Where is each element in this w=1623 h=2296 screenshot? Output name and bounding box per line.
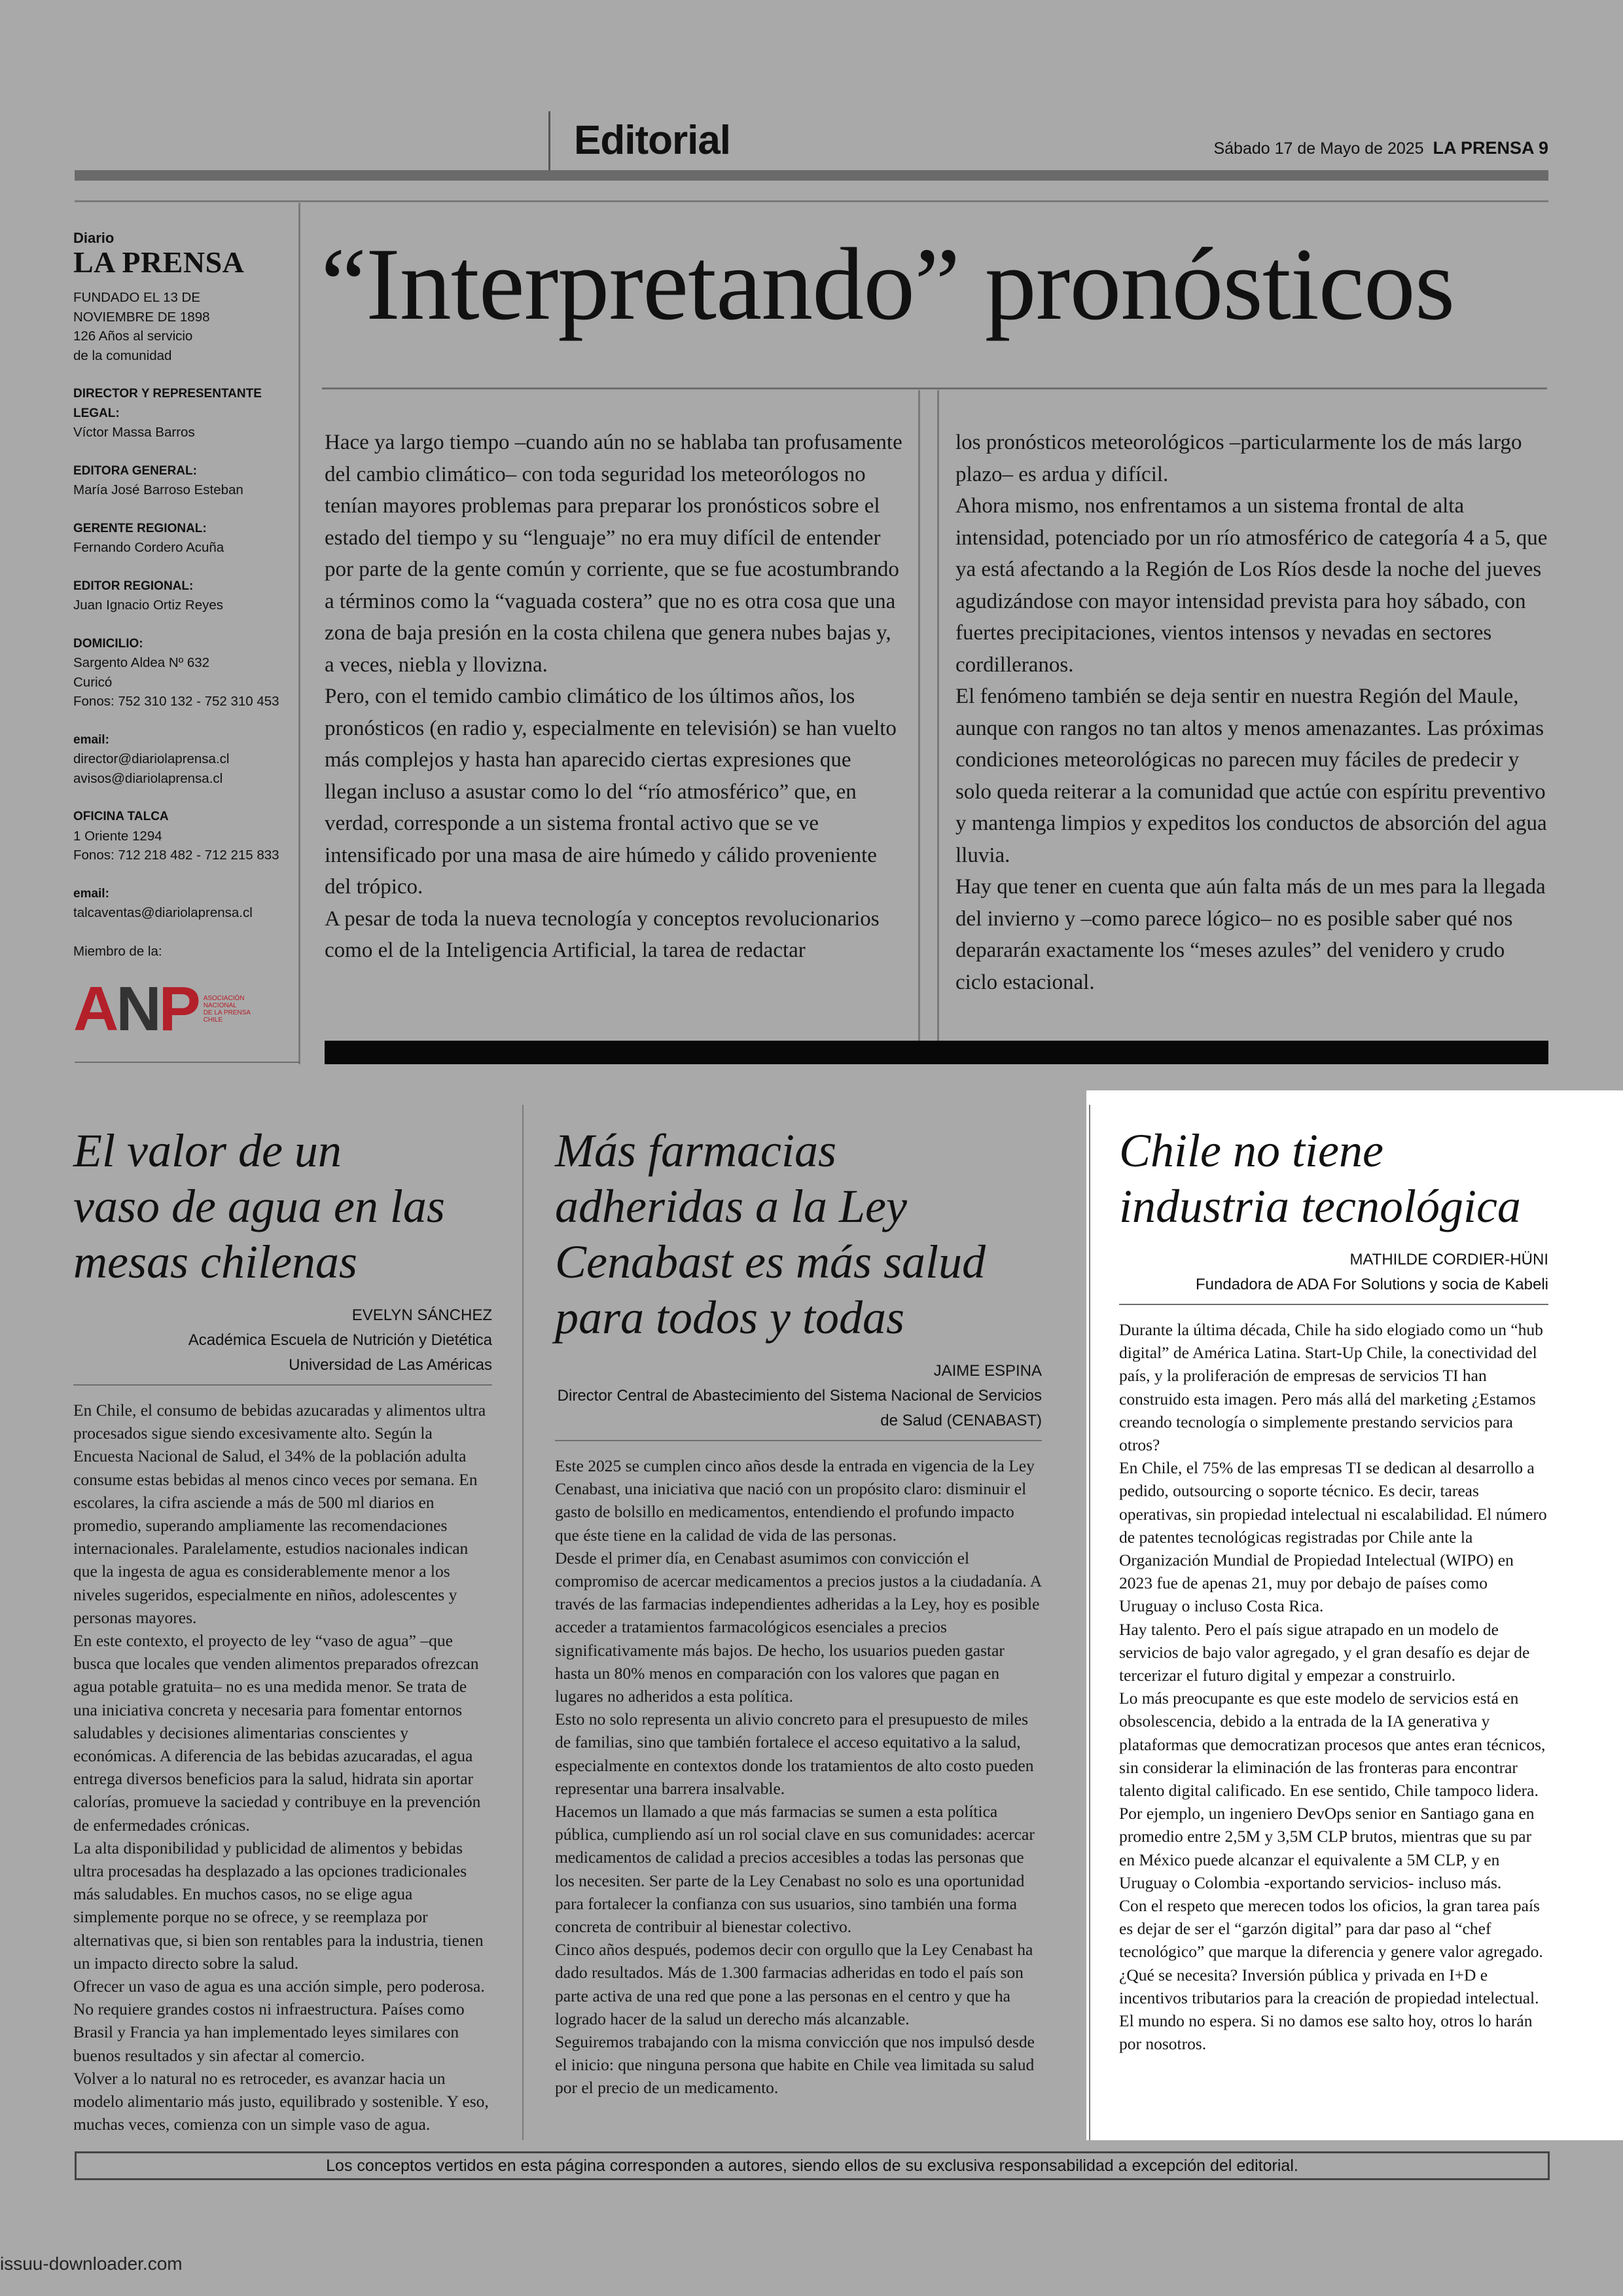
article-paragraph: Seguiremos trabajando con la misma convicción que nos impulsó desde el inicio: que ninguna persona que habite en Chile vea limitada su salud por el precio de un medicamento. bbox=[555, 2032, 1035, 2098]
article-byline bbox=[1119, 1247, 1548, 1297]
founded-line: NOVIEMBRE DE 1898 bbox=[73, 309, 210, 325]
page-number: LA PRENSA 9 bbox=[1433, 138, 1548, 158]
author-role: Director Central de Abastecimiento del Sistema Nacional de Servicios bbox=[557, 1387, 1042, 1405]
article-paragraph: Durante la última década, Chile ha sido elogiado como un “hub digital” de América Latina. Start-Up Chile, la conectividad del país, y la proliferación de empresas de servicios TI han construido esta imagen. Pero más allá del marketing ¿Estamos creando tecnología o simplemente prestando servicios para otros? bbox=[1119, 1320, 1543, 1455]
article-paragraph: Cinco años después, podemos decir con orgullo que la Ley Cenabast ha dado resultados. Más de 1.300 farmacias adheridas en todo el país son parte activa de una red que pone a las personas en el centro y que ha logrado hacer de la salud un derecho más alcanzable. bbox=[555, 1940, 1033, 2028]
article-paragraph: Desde el primer día, en Cenabast asumimos con convicción el compromiso de acercar medicamentos a precios justos a la ciudadanía. A través de las farmacias independientes adheridas a la Ley, hoy es posible acceder a tratamientos farmacológicos esenciales a precios significativamente más bajos. De hecho, los usuarios pueden gastar hasta un 80% menos en comparación con los valores que pagan en lugares no adheridos a esta política. bbox=[555, 1548, 1041, 1706]
staff-value: director@diariolaprensa.cl bbox=[73, 751, 230, 766]
staff-label: EDITORA GENERAL: bbox=[73, 463, 197, 478]
editorial-column-2 bbox=[955, 427, 1548, 998]
staff-label: GERENTE REGIONAL: bbox=[73, 521, 207, 535]
staff-value: Víctor Massa Barros bbox=[73, 425, 195, 440]
staff-label: DIRECTOR Y REPRESENTANTE LEGAL: bbox=[73, 387, 262, 420]
section-title: Editorial bbox=[548, 111, 730, 178]
staff-label: DOMICILIO: bbox=[73, 636, 143, 651]
masthead-founded bbox=[73, 288, 289, 365]
anp-logo-letters: ANP bbox=[73, 974, 198, 1044]
article-paragraph: El mundo no espera. Si no damos ese salto hoy, otros lo harán por nosotros. bbox=[1119, 2011, 1533, 2054]
staff-value: Juan Ignacio Ortiz Reyes bbox=[73, 598, 224, 613]
article-paragraph: Esto no solo representa un alivio concreto para el presupuesto de miles de familias, sino que también fortalece el acceso equitativo a la salud, especialmente en contextos donde los tratamientos de alto costo pueden representar una barrera insalvable. bbox=[555, 1710, 1034, 1798]
article-title bbox=[555, 1123, 1042, 1346]
article-body bbox=[555, 1454, 1042, 2100]
anp-logo-text bbox=[204, 995, 251, 1024]
staff-value: Fonos: 752 310 132 - 752 310 453 bbox=[73, 694, 279, 709]
title-line: mesas chilenas bbox=[73, 1236, 357, 1288]
article-1 bbox=[73, 1123, 492, 2136]
article-paragraph: Hay talento. Pero el país sigue atrapado en un modelo de servicios de bajo valor agregado, y el gran desafío es dejar de tercerizar el futuro digital y empezar a construirlo. bbox=[1119, 1619, 1530, 1685]
article-paragraph: Hacemos un llamado a que más farmacias se sumen a esta política pública, cumpliendo así un rol social clave en sus comunidades: acercar medicamentos de calidad a precios accesibles a todas las personas que los necesiten. Ser parte de la Ley Cenabast no solo es una oportunidad para fortalecer la confianza con sus usuarios, sino también una forma concreta de contribuir al bienestar colectivo. bbox=[555, 1802, 1035, 1937]
title-line: Chile no tiene bbox=[1119, 1124, 1383, 1177]
article-byline bbox=[555, 1359, 1042, 1433]
founded-line: 126 Años al servicio bbox=[73, 329, 193, 344]
author-name: EVELYN SÁNCHEZ bbox=[351, 1306, 492, 1324]
anp-text-line: DE LA PRENSA bbox=[203, 1009, 251, 1016]
article-paragraph: Ofrecer un vaso de agua es una acción simple, pero poderosa. No requiere grandes costos ni infraestructura. Países como Brasil y Francia ya han implementado leyes similares con buenos resultados y sin afectar al comercio. bbox=[73, 1977, 485, 2065]
author-role: Fundadora de ADA For Solutions y socia de Kabeli bbox=[1196, 1276, 1548, 1293]
author-role: Universidad de Las Américas bbox=[289, 1356, 492, 1374]
anp-text-line: ASOCIACIÓN bbox=[203, 995, 245, 1002]
article-3 bbox=[1119, 1123, 1548, 2056]
article-divider-2 bbox=[1089, 1105, 1090, 2140]
article-paragraph: Volver a lo natural no es retroceder, es avanzar hacia un modelo alimentario más justo, equilibrado y sostenible. Y eso, muchas veces, comienza con un simple vaso de agua. bbox=[73, 2068, 489, 2134]
anp-logo bbox=[73, 974, 289, 1044]
title-line: adheridas a la Ley bbox=[555, 1180, 907, 1232]
staff-label: EDITOR REGIONAL: bbox=[73, 579, 194, 593]
editorial-paragraph: Ahora mismo, nos enfrentamos a un sistema frontal de alta intensidad, potenciado por un río atmosférico de categoría 4 a 5, que ya está afectando a la Región de Los Ríos desde la noche del jueves agudizándose con mayor intensidad prevista para hoy sábado, con fuertes precipitaciones, vientos intensos y nevadas en sectores cordilleranos. bbox=[955, 494, 1548, 677]
masthead-kicker: Diario bbox=[73, 230, 115, 246]
masthead-logo: LA PRENSA bbox=[73, 245, 245, 279]
anp-text-line: CHILE bbox=[203, 1016, 223, 1024]
author-name: MATHILDE CORDIER-HÜNI bbox=[1349, 1251, 1548, 1268]
byline-rule bbox=[73, 1384, 492, 1386]
editorial-paragraph: El fenómeno también se deja sentir en nuestra Región del Maule, aunque con rangos no tan altos y menos amenazantes. Las próximas condiciones meteorológicas no parecen muy fáciles de predecir y solo queda reiterar a la comunidad que actúe con espíritu preventivo y mantenga limpios y expeditos los conductos de absorción del agua lluvia. bbox=[955, 685, 1547, 867]
author-role: Académica Escuela de Nutrición y Dietética bbox=[188, 1331, 492, 1349]
article-body bbox=[73, 1399, 492, 2136]
staff-label: email: bbox=[73, 732, 109, 747]
title-line: Más farmacias bbox=[555, 1124, 836, 1177]
staff-value: Fernando Cordero Acuña bbox=[73, 540, 224, 555]
anp-text-line: NACIONAL bbox=[203, 1002, 237, 1009]
editorial-column-1 bbox=[325, 427, 906, 967]
title-line: vaso de agua en las bbox=[73, 1180, 445, 1232]
byline-rule bbox=[555, 1440, 1042, 1441]
article-2 bbox=[555, 1123, 1042, 2100]
byline-rule bbox=[1119, 1304, 1548, 1305]
editorial-paragraph: Pero, con el temido cambio climático de los últimos años, los pronósticos (en radio y, especialmente en televisión) se han vuelto más complejos y hasta han aparecido ciertas expresiones que llegan incluso a asustar como lo del “río atmosférico” que, en verdad, corresponde a un sistema frontal activo que se ve intensificado por una masa de aire húmedo y cálido proveniente del trópico. bbox=[325, 685, 897, 899]
editorial-paragraph: Hace ya largo tiempo –cuando aún no se hablaba tan profusamente del cambio climático– con toda seguridad los meteorólogos no tenían mayores problemas para preparar los pronósticos sobre el estado del tiempo y su “lenguaje” no era muy difícil de entender por parte de la gente común y corriente, que se fue acostumbrando a términos como la “vaguada costera” que no es otra cosa que una zona de baja presión en la costa chilena que genera nubes bajas y, a veces, niebla y llovizna. bbox=[325, 431, 902, 677]
editorial-paragraph: Hay que tener en cuenta que aún falta más de un mes para la llegada del invierno y –como parece lógico– no es posible saber qué nos depararán exactamente los “meses azules” del venidero y crudo ciclo estacional. bbox=[955, 875, 1546, 994]
editorial-headline: “Interpretando” pronósticos bbox=[321, 227, 1455, 342]
headline-rule bbox=[322, 387, 1547, 389]
masthead bbox=[73, 230, 289, 1042]
staff-value: María José Barroso Esteban bbox=[73, 482, 243, 497]
header-rule bbox=[75, 170, 1548, 181]
article-paragraph: Lo más preocupante es que este modelo de servicios está en obsolescencia, debido a la entrada de la IA generativa y plataformas que democratizan procesos que antes eran técnicos, sin considerar la eliminación de las fronteras para encontrar talento digital calificado. En ese sentido, Chile tampoco lidera. Por ejemplo, un ingeniero DevOps senior en Santiago gana en promedio entre 2,5M y 3,5M CLP brutos, mientras que su par en México puede alcanzar el equivalente a 5M CLP, y en Uruguay o Colombia -exportando servicios- incluso más. bbox=[1119, 1689, 1546, 1892]
article-paragraph: Con el respeto que merecen todos los oficios, la gran tarea país es dejar de ser el “garzón digital” para dar paso al “chef tecnológico” que marque la diferencia y genere valor agregado. ¿Qué se necesita? Inversión pública y privada en I+D e incentivos tributarios para la creación de propiedad intelectual. bbox=[1119, 1896, 1543, 2007]
staff-value: Fonos: 712 218 482 - 712 215 833 bbox=[73, 848, 279, 863]
founded-line: de la comunidad bbox=[73, 348, 172, 363]
editorial-col-divider bbox=[918, 390, 920, 1042]
editorial-end-bar bbox=[325, 1041, 1548, 1064]
article-paragraph: En este contexto, el proyecto de ley “vaso de agua” –que busca que locales que venden alimentos preparados ofrezcan agua potable gratuita– no es una medida menor. Se trata de una iniciativa concreta y necesaria para fomentar entornos saludables y decisiones alimentarias conscientes y económicas. A diferencia de las bebidas azucaradas, el agua entrega diversos beneficios para la salud, hidrata sin aportar calorías, promueve la saciedad y contribuye en la prevención de enfermedades crónicas. bbox=[73, 1631, 481, 1835]
article-divider-1 bbox=[522, 1105, 524, 2140]
staff-label: email: bbox=[73, 886, 109, 901]
author-role: de Salud (CENABAST) bbox=[880, 1412, 1042, 1429]
staff-label: OFICINA TALCA bbox=[73, 810, 169, 823]
staff-value: Curicó bbox=[73, 674, 113, 690]
article-paragraph: En Chile, el consumo de bebidas azucaradas y alimentos ultra procesados sigue siendo excesivamente alto. Según la Encuesta Nacional de Salud, el 34% de la población adulta consume estas bebidas al menos cinco veces por semana. En escolares, la cifra asciende a más de 500 ml diarios en promedio, superando ampliamente las recomendaciones internacionales. Paralelamente, estudios nacionales indican que la ingesta de agua es considerablemente menor a los niveles sugeridos, especialmente en niños, adolescentes y personas mayores. bbox=[73, 1401, 486, 1627]
member-label: Miembro de la: bbox=[73, 943, 162, 959]
title-line: Cenabast es más salud bbox=[555, 1236, 986, 1288]
staff-value: 1 Oriente 1294 bbox=[73, 828, 162, 844]
article-byline bbox=[73, 1303, 492, 1378]
title-line: El valor de un bbox=[73, 1124, 342, 1177]
issue-date: Sábado 17 de Mayo de 2025 bbox=[1213, 139, 1424, 158]
masthead-bottom-rule bbox=[75, 1062, 300, 1063]
staff-value: avisos@diariolaprensa.cl bbox=[73, 770, 223, 786]
staff-value: Sargento Aldea Nº 632 bbox=[73, 655, 210, 670]
editorial-paragraph: los pronósticos meteorológicos –particularmente los de más largo plazo– es ardua y difícil. bbox=[955, 431, 1522, 486]
article-paragraph: En Chile, el 75% de las empresas TI se dedican al desarrollo a pedido, outsourcing o soporte técnico. Es decir, tareas operativas, sin propiedad intelectual ni escalabilidad. El número de patentes tecnológicas registradas por Chile ante la Organización Mundial de Propiedad Intelectual (WIPO) en 2023 fue de apenas 21, muy por debajo de países como Uruguay o incluso Costa Rica. bbox=[1119, 1458, 1547, 1616]
title-line: para todos y todas bbox=[555, 1291, 905, 1344]
title-line: industria tecnológica bbox=[1119, 1180, 1521, 1232]
masthead-staff bbox=[73, 384, 289, 923]
article-title bbox=[1119, 1123, 1548, 1234]
watermark: issuu-downloader.com bbox=[0, 2253, 183, 2274]
author-name: JAIME ESPINA bbox=[933, 1362, 1042, 1380]
editorial-paragraph: A pesar de toda la nueva tecnología y conceptos revolucionarios como el de la Inteligencia Artificial, la tarea de redactar bbox=[325, 906, 880, 962]
masthead-divider bbox=[298, 203, 300, 1064]
article-title bbox=[73, 1123, 492, 1290]
article-paragraph: La alta disponibilidad y publicidad de alimentos y bebidas ultra procesadas ha desplazado a las opciones tradicionales más saludables. En muchos casos, no se elige agua simplemente porque no se ofrece, y se reemplaza por alternativas que, si bien son rentables para la industria, tienen un impacto directo sobre la salud. bbox=[73, 1838, 484, 1973]
article-body bbox=[1119, 1318, 1548, 2056]
staff-value: talcaventas@diariolaprensa.cl bbox=[73, 905, 253, 920]
dateline bbox=[1213, 138, 1548, 158]
header-thin-rule bbox=[75, 200, 1548, 202]
founded-line: FUNDADO EL 13 DE bbox=[73, 290, 201, 305]
editorial-col-divider-2 bbox=[937, 390, 939, 1042]
article-paragraph: Este 2025 se cumplen cinco años desde la entrada en vigencia de la Ley Cenabast, una iniciativa que nació con un propósito claro: disminuir el gasto de bolsillo en medicamentos, entendiendo el profundo impacto que éste tiene en la calidad de vida de las personas. bbox=[555, 1456, 1035, 1545]
disclaimer: Los conceptos vertidos en esta página corresponden a autores, siendo ellos de su exclusiva responsabilidad a excepción del editorial. bbox=[75, 2151, 1550, 2180]
